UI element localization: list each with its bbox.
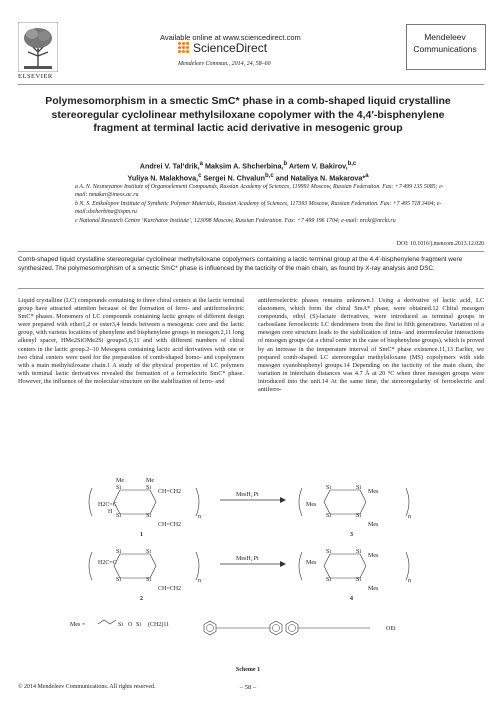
publisher-name: ELSEVIER — [18, 73, 53, 80]
doi[interactable]: DOI: 10.1016/j.mencom.2013.12.020 — [396, 241, 484, 247]
svg-text:Si: Si — [118, 622, 124, 628]
svg-text:Si: Si — [116, 485, 122, 491]
authors-line-2: Yuliya N. Malakhova,$^c$ Sergei N. Chvalun$^{b,c}$ and Nataliya N. Makarova*$^a$ — [127, 173, 369, 183]
author-list — [40, 159, 456, 184]
svg-text:Si: Si — [356, 513, 362, 519]
svg-text:Si: Si — [146, 513, 152, 519]
compound-1 — [89, 478, 201, 538]
svg-text:Si: Si — [356, 485, 362, 491]
svg-text:H: H — [108, 509, 113, 515]
mes-definition — [70, 620, 396, 635]
compound-label-4: 4 — [350, 596, 353, 602]
svg-text:H2C=C: H2C=C — [98, 560, 117, 566]
svg-text:Si: Si — [326, 577, 332, 583]
compound-2 — [89, 549, 201, 602]
svg-text:Me: Me — [116, 478, 124, 484]
header-rule — [18, 84, 484, 85]
compound-3 — [299, 485, 411, 538]
svg-text:MesH, Pt: MesH, Pt — [236, 556, 259, 562]
svg-text:CH=CH2: CH=CH2 — [158, 586, 182, 592]
svg-text:CH=CH2: CH=CH2 — [158, 522, 182, 528]
svg-text:Si: Si — [136, 622, 142, 628]
sciencedirect-label: ScienceDirect — [193, 41, 268, 55]
svg-text:Si: Si — [116, 513, 122, 519]
body-column-left: Liquid crystalline (LC) compounds containing to three chiral centers at the lactic terminal group have attracted attention because of the formation of ferro- and antiferroelectric SmC* phases. Monomers of LC compounds containing lactic groups of different design were prepared with ether1,2 or ester3,4 bonds between a mesogenic core and the lactic group, with various locations of phenylene and bisphenylene groups in mesogen.2,11 long alkenyl spacer, HMe2SiOMe2Si groups5,6,11 and with different numbers of chiral centers in the lactic group.2–10 Mesogens containing lactic acid derivatives with one or two chiral centers were used for the preparation of comb-shaped homo- and copolymers with a main methylsiloxane chain.1 A study of the physical properties of LC polymers with terminal lactic derivatives revealed the formation of a ferroelectric SmC* phase. However, the influence of the molecular structure on the stabilization of ferro- and — [18, 297, 244, 385]
affiliation-b: b N. S. Enikolopov Institute of Synthetic Polymer Materials, Russian Academy of Sciences, 117393 Moscow, Russian Federation. Fax: +7 495 718 3404; e-mail:shcherbina@ispm.ru — [75, 201, 442, 215]
svg-text:Si: Si — [116, 549, 122, 555]
svg-text:O: O — [128, 622, 133, 628]
svg-text:Si: Si — [146, 577, 152, 583]
svg-text:Si: Si — [146, 485, 152, 491]
reaction-arrow-2 — [220, 556, 286, 567]
svg-text:Me: Me — [146, 478, 154, 484]
abstract-top-rule — [18, 251, 484, 252]
svg-text:Mes =: Mes = — [70, 622, 86, 628]
journal-name: Mendeleev Communications — [413, 32, 477, 54]
svg-text:n: n — [198, 514, 201, 520]
page-number: – 58 – — [239, 684, 257, 691]
svg-text:Mes: Mes — [306, 560, 317, 566]
compound-4 — [299, 549, 411, 602]
copyright-notice: © 2014 Mendeleev Communications. All rights reserved. — [18, 684, 156, 690]
svg-text:Si: Si — [146, 549, 152, 555]
journal-citation: Mendeleev Commun., 2014, 24, 58–60 — [178, 61, 271, 67]
svg-text:MesH, Pt: MesH, Pt — [236, 492, 259, 498]
svg-text:Mes: Mes — [368, 553, 379, 559]
abstract: Comb-shaped liquid crystalline stereoregular cyclolinear methylsiloxane copolymers containing a lactic terminal group at the 4,4′-bisphenylene fragment were synthesized. The polymesomorphism of a smectic SmC* phase is influenced by the tacticity of the main chain, as found by X-ray analysis and DSC. — [18, 256, 463, 272]
scheme-1-structures — [70, 470, 430, 650]
affiliation-c: c National Research Centre ‘Kurchatov Institute’, 123098 Moscow, Russian Federation. Fax: +7 499 196 1704; e-mail: nrcki@nrcki.ru — [75, 218, 396, 224]
svg-text:Si: Si — [326, 485, 332, 491]
svg-text:n: n — [198, 578, 201, 584]
svg-text:n: n — [408, 578, 411, 584]
svg-text:Mes: Mes — [306, 502, 317, 508]
scheme-caption: Scheme 1 — [235, 667, 261, 673]
svg-text:CH=CH2: CH=CH2 — [158, 489, 182, 495]
online-availability[interactable]: Available online at www.sciencedirect.com — [160, 33, 301, 42]
sciencedirect-logo — [178, 41, 267, 55]
svg-text:Mes: Mes — [368, 522, 379, 528]
compound-label-3: 3 — [350, 532, 353, 538]
compound-label-1: 1 — [140, 532, 143, 538]
svg-text:Si: Si — [356, 577, 362, 583]
svg-text:Si: Si — [326, 513, 332, 519]
svg-text:(CH2)11: (CH2)11 — [148, 622, 170, 628]
body-column-right: antiferroelectric phases remains unknown.1 Using a derivative of lactic acid, LC elastomers, which form the chiral SmA* phase, were obtained.12 Chiral mesogen compounds, ethyl (S)-lactate derivatives, were introduced as terminal groups in carbosilane ferroelectric LC dendrimers from the first to fifth generations. Variation of a mesogen core structure leads to the stabilization of intra- and intermolecular interactions of mesogen groups (at a chiral center in the case of bisphenylene groups), which is proved by an increase in the temperature interval of SmC* phase existence.11,13 Earlier, we prepared comb-shaped LC stereoregular methylsiloxane (MS) copolymers with side mesogen cyanobisphenyl groups.14 Depending on the tacticity of the main chain, the variation in interchain distances was 4.7 Å at 20 °C when three mesogen groups were introduced into the unit.14 At the same time, the stereoregularity of ferroelectric and antiferro- — [258, 297, 484, 394]
authors-line-1: Andrei V. Tal’drik,$^a$ Maksim A. Shcherbina,$^b$ Artem V. Bakirov,$^{b,c}$ — [139, 161, 357, 171]
svg-text:Si: Si — [326, 549, 332, 555]
elsevier-tree-logo — [18, 22, 58, 72]
svg-text:H2C=C: H2C=C — [98, 502, 117, 508]
svg-text:Mes: Mes — [368, 489, 379, 495]
article-title: Polymesomorphism in a smectic SmC* phase in a comb-shaped liquid crystalline stereoregular cyclolinear methylsiloxane copolymer with the 4,4′-bisphenylene fragment at terminal lactic acid derivative in mesogenic group — [45, 95, 451, 134]
compound-label-2: 2 — [140, 596, 143, 602]
svg-text:Mes: Mes — [368, 586, 379, 592]
svg-text:Si: Si — [116, 577, 122, 583]
reaction-arrow-1 — [220, 492, 286, 503]
sciencedirect-dots-icon — [178, 42, 190, 54]
svg-text:n: n — [408, 514, 411, 520]
svg-text:Si: Si — [356, 549, 362, 555]
affiliation-a: a A. N. Nesmeyanov Institute of Organoelement Compounds, Russian Academy of Sciences, 119991 Moscow, Russian Federation. Fax: +7 499 135 5085; e-mail: nmakar@ineos.ac.ru — [75, 184, 444, 198]
abstract-bottom-rule — [18, 288, 484, 289]
svg-text:OEt: OEt — [386, 626, 396, 632]
